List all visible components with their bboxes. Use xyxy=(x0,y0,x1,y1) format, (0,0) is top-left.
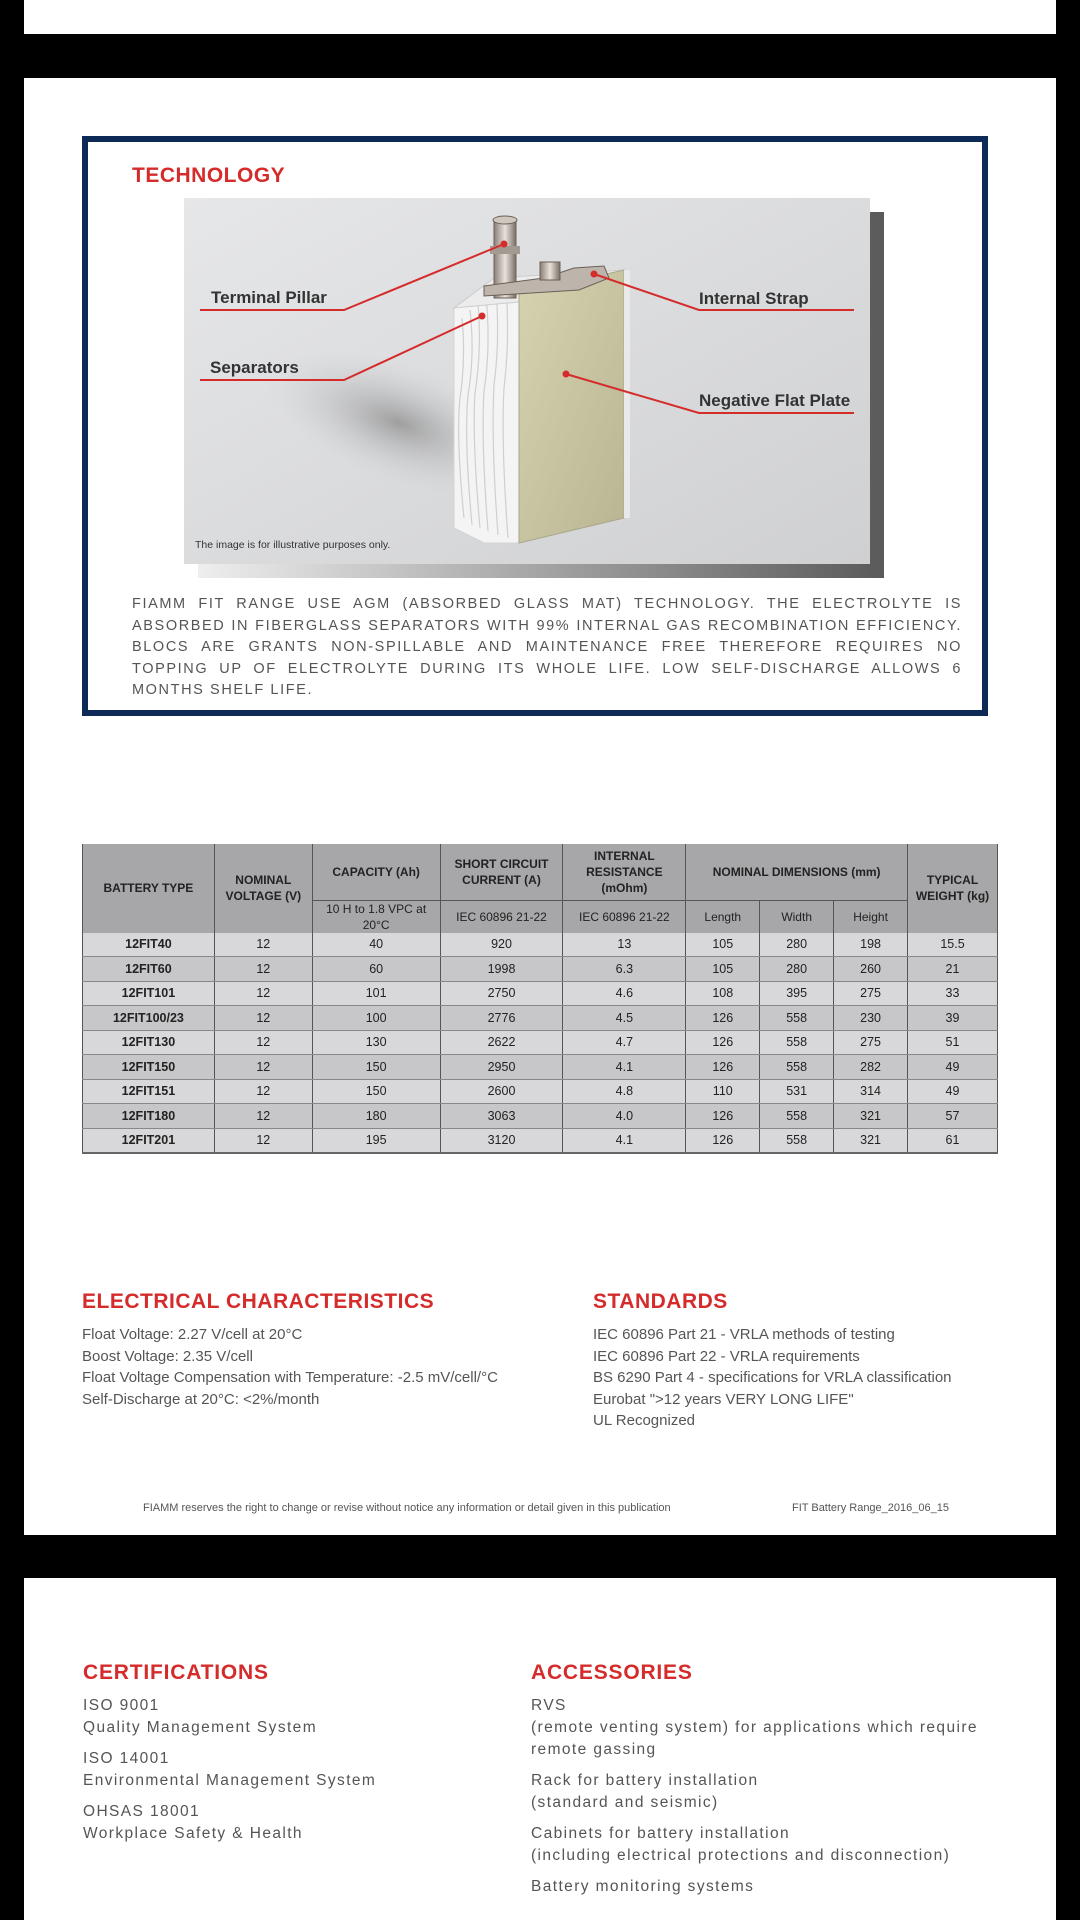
table-cell: 60 xyxy=(312,957,440,982)
table-cell: 12FIT201 xyxy=(83,1128,215,1153)
table-cell: 51 xyxy=(908,1030,998,1055)
table-row xyxy=(83,1104,998,1129)
table-cell: 101 xyxy=(312,981,440,1006)
table-cell: 195 xyxy=(312,1128,440,1153)
certification-code: OHSAS 18001 xyxy=(83,1803,201,1820)
table-cell: 275 xyxy=(834,1030,908,1055)
table-cell: 12FIT180 xyxy=(83,1104,215,1129)
table-cell: 39 xyxy=(908,1006,998,1031)
subheader-short-circuit: IEC 60896 21-22 xyxy=(440,900,563,933)
table-cell: 12 xyxy=(214,1030,312,1055)
certification-item xyxy=(83,1695,376,1739)
table-cell: 2750 xyxy=(440,981,563,1006)
technology-title: TECHNOLOGY xyxy=(132,164,286,187)
table-cell: 180 xyxy=(312,1104,440,1129)
table-cell: 33 xyxy=(908,981,998,1006)
table-cell: 230 xyxy=(834,1006,908,1031)
table-cell: 282 xyxy=(834,1055,908,1080)
table-cell: 275 xyxy=(834,981,908,1006)
electrical-line: Boost Voltage: 2.35 V/cell xyxy=(82,1347,253,1365)
table-cell: 21 xyxy=(908,957,998,982)
table-cell: 558 xyxy=(760,1055,834,1080)
table-cell: 2622 xyxy=(440,1030,563,1055)
table-row xyxy=(83,1055,998,1080)
table-row xyxy=(83,1128,998,1153)
accessories-title: ACCESSORIES xyxy=(531,1661,693,1684)
electrical-line: Float Voltage: 2.27 V/cell at 20°C xyxy=(82,1326,303,1343)
table-cell: 57 xyxy=(908,1104,998,1129)
standard-line: IEC 60896 Part 21 - VRLA methods of testing xyxy=(593,1326,895,1343)
standards-list xyxy=(593,1324,952,1432)
standard-line: Eurobat ">12 years VERY LONG LIFE" xyxy=(593,1390,854,1408)
battery-cutaway-illustration xyxy=(184,198,884,578)
table-cell: 395 xyxy=(760,981,834,1006)
table-cell: 321 xyxy=(834,1128,908,1153)
table-cell: 558 xyxy=(760,1104,834,1129)
standard-line: BS 6290 Part 4 - specifications for VRLA classification xyxy=(593,1369,952,1387)
certification-desc: Environmental Management System xyxy=(83,1772,377,1789)
table-cell: 558 xyxy=(760,1128,834,1153)
electrical-title: ELECTRICAL CHARACTERISTICS xyxy=(82,1290,435,1313)
footer-doc-ref: FIT Battery Range_2016_06_15 xyxy=(792,1502,949,1514)
table-cell: 531 xyxy=(760,1079,834,1104)
table-cell: 6.3 xyxy=(563,957,686,982)
table-cell: 1998 xyxy=(440,957,563,982)
technology-description: FIAMM FIT RANGE USE AGM (ABSORBED GLASS MAT) TECHNOLOGY. THE ELECTROLYTE IS ABSORBED IN FIBERGLASS SEPARATORS WITH 99% INTERNAL GAS RECOMBINATION EFFICIENCY. BLOCS ARE GRANTS NON-SPILLABLE AND MAINTENANCE FREE THEREFORE REQUIRES NO TOPPING UP OF ELECTROLYTE DURING ITS WHOLE LIFE. LOW SELF-DISCHARGE ALLOWS 6 MONTHS SHELF LIFE. xyxy=(132,596,962,698)
top-page-sliver xyxy=(24,0,1056,34)
table-cell: 12 xyxy=(214,1006,312,1031)
table-cell: 12 xyxy=(214,957,312,982)
table-row xyxy=(83,1079,998,1104)
table-cell: 260 xyxy=(834,957,908,982)
certifications-title: CERTIFICATIONS xyxy=(83,1661,269,1684)
label-internal-strap: Internal Strap xyxy=(699,289,809,308)
table-row xyxy=(83,981,998,1006)
table-cell: 198 xyxy=(834,933,908,957)
table-cell: 15.5 xyxy=(908,933,998,957)
table-cell: 4.0 xyxy=(563,1104,686,1129)
table-cell: 130 xyxy=(312,1030,440,1055)
label-negative-flat-plate: Negative Flat Plate xyxy=(699,391,851,410)
table-cell: 321 xyxy=(834,1104,908,1129)
table-cell: 126 xyxy=(686,1030,760,1055)
standards-title: STANDARDS xyxy=(593,1290,728,1313)
table-cell: 105 xyxy=(686,957,760,982)
certification-item xyxy=(83,1748,376,1792)
battery-spec-table xyxy=(82,844,998,1154)
table-cell: 2776 xyxy=(440,1006,563,1031)
table-cell: 4.7 xyxy=(563,1030,686,1055)
table-cell: 4.1 xyxy=(563,1055,686,1080)
accessory-item xyxy=(531,1876,1001,1898)
subheader-length: Length xyxy=(686,900,760,933)
table-cell: 108 xyxy=(686,981,760,1006)
table-cell: 13 xyxy=(563,933,686,957)
table-cell: 12FIT150 xyxy=(83,1055,215,1080)
header-typical-weight: TYPICAL WEIGHT (kg) xyxy=(908,844,998,933)
table-cell: 12FIT151 xyxy=(83,1079,215,1104)
table-row xyxy=(83,957,998,982)
table-cell: 110 xyxy=(686,1079,760,1104)
table-cell: 280 xyxy=(760,933,834,957)
accessory-desc: (standard and seismic) xyxy=(531,1794,719,1811)
negative-plate xyxy=(519,270,624,543)
accessory-item xyxy=(531,1770,1001,1814)
accessory-desc: (remote venting system) for applications which require remote gassing xyxy=(531,1719,978,1758)
subheader-height: Height xyxy=(834,900,908,933)
certification-code: ISO 9001 xyxy=(83,1697,160,1714)
header-short-circuit: SHORT CIRCUIT CURRENT (A) xyxy=(440,844,563,900)
table-cell: 126 xyxy=(686,1104,760,1129)
table-cell: 126 xyxy=(686,1006,760,1031)
table-cell: 12FIT60 xyxy=(83,957,215,982)
accessory-name: RVS xyxy=(531,1697,567,1714)
accessory-item xyxy=(531,1823,1001,1867)
header-nominal-dimensions: NOMINAL DIMENSIONS (mm) xyxy=(686,844,908,900)
certification-desc: Workplace Safety & Health xyxy=(83,1825,303,1842)
table-row xyxy=(83,1030,998,1055)
table-cell: 3120 xyxy=(440,1128,563,1153)
table-cell: 2600 xyxy=(440,1079,563,1104)
label-terminal-pillar: Terminal Pillar xyxy=(211,288,327,307)
accessories-list xyxy=(531,1695,1001,1907)
certification-code: ISO 14001 xyxy=(83,1750,170,1767)
table-cell: 12 xyxy=(214,1104,312,1129)
header-capacity: CAPACITY (Ah) xyxy=(312,844,440,900)
header-nominal-voltage: NOMINAL VOLTAGE (V) xyxy=(214,844,312,933)
table-cell: 12 xyxy=(214,1055,312,1080)
table-cell: 12 xyxy=(214,1079,312,1104)
table-cell: 558 xyxy=(760,1006,834,1031)
table-cell: 126 xyxy=(686,1128,760,1153)
table-cell: 49 xyxy=(908,1079,998,1104)
table-cell: 12 xyxy=(214,981,312,1006)
table-cell: 61 xyxy=(908,1128,998,1153)
table-cell: 4.6 xyxy=(563,981,686,1006)
table-cell: 920 xyxy=(440,933,563,957)
header-battery-type: BATTERY TYPE xyxy=(83,844,215,933)
electrical-line: Float Voltage Compensation with Temperature: -2.5 mV/cell/°C xyxy=(82,1369,498,1387)
table-cell: 12FIT100/23 xyxy=(83,1006,215,1031)
table-row xyxy=(83,933,998,957)
subheader-width: Width xyxy=(760,900,834,933)
subheader-internal-resistance: IEC 60896 21-22 xyxy=(563,900,686,933)
table-cell: 150 xyxy=(312,1079,440,1104)
label-separators: Separators xyxy=(210,358,299,377)
footer-disclaimer: FIAMM reserves the right to change or revise without notice any information or detail given in this publication xyxy=(143,1502,671,1514)
table-row xyxy=(83,1006,998,1031)
standard-line: UL Recognized xyxy=(593,1412,696,1430)
accessory-name: Rack for battery installation xyxy=(531,1772,759,1789)
table-cell: 12FIT130 xyxy=(83,1030,215,1055)
accessory-desc: (including electrical protections and disconnection) xyxy=(531,1847,951,1864)
plate-edge xyxy=(624,270,630,518)
accessory-name: Battery monitoring systems xyxy=(531,1878,755,1895)
table-cell: 558 xyxy=(760,1030,834,1055)
table-cell: 3063 xyxy=(440,1104,563,1129)
certifications-list xyxy=(83,1695,376,1854)
table-cell: 12FIT40 xyxy=(83,933,215,957)
certification-desc: Quality Management System xyxy=(83,1719,318,1736)
table-cell: 314 xyxy=(834,1079,908,1104)
header-internal-resistance: INTERNAL RESISTANCE (mOhm) xyxy=(563,844,686,900)
table-cell: 2950 xyxy=(440,1055,563,1080)
table-cell: 100 xyxy=(312,1006,440,1031)
table-cell: 4.1 xyxy=(563,1128,686,1153)
certification-item xyxy=(83,1801,376,1845)
subheader-capacity: 10 H to 1.8 VPC at 20°C xyxy=(312,900,440,933)
standard-line: IEC 60896 Part 22 - VRLA requirements xyxy=(593,1347,860,1365)
table-cell: 40 xyxy=(312,933,440,957)
table-cell: 12 xyxy=(214,1128,312,1153)
illustration-caption: The image is for illustrative purposes only. xyxy=(195,539,391,551)
table-cell: 49 xyxy=(908,1055,998,1080)
technology-panel xyxy=(82,136,988,716)
accessory-item xyxy=(531,1695,1001,1761)
table-cell: 150 xyxy=(312,1055,440,1080)
table-cell: 12FIT101 xyxy=(83,981,215,1006)
table-cell: 280 xyxy=(760,957,834,982)
table-cell: 12 xyxy=(214,933,312,957)
table-cell: 126 xyxy=(686,1055,760,1080)
electrical-list xyxy=(82,1324,498,1410)
accessory-name: Cabinets for battery installation xyxy=(531,1825,791,1842)
table-cell: 4.5 xyxy=(563,1006,686,1031)
electrical-line: Self-Discharge at 20°C: <2%/month xyxy=(82,1390,320,1408)
table-cell: 4.8 xyxy=(563,1079,686,1104)
table-cell: 105 xyxy=(686,933,760,957)
